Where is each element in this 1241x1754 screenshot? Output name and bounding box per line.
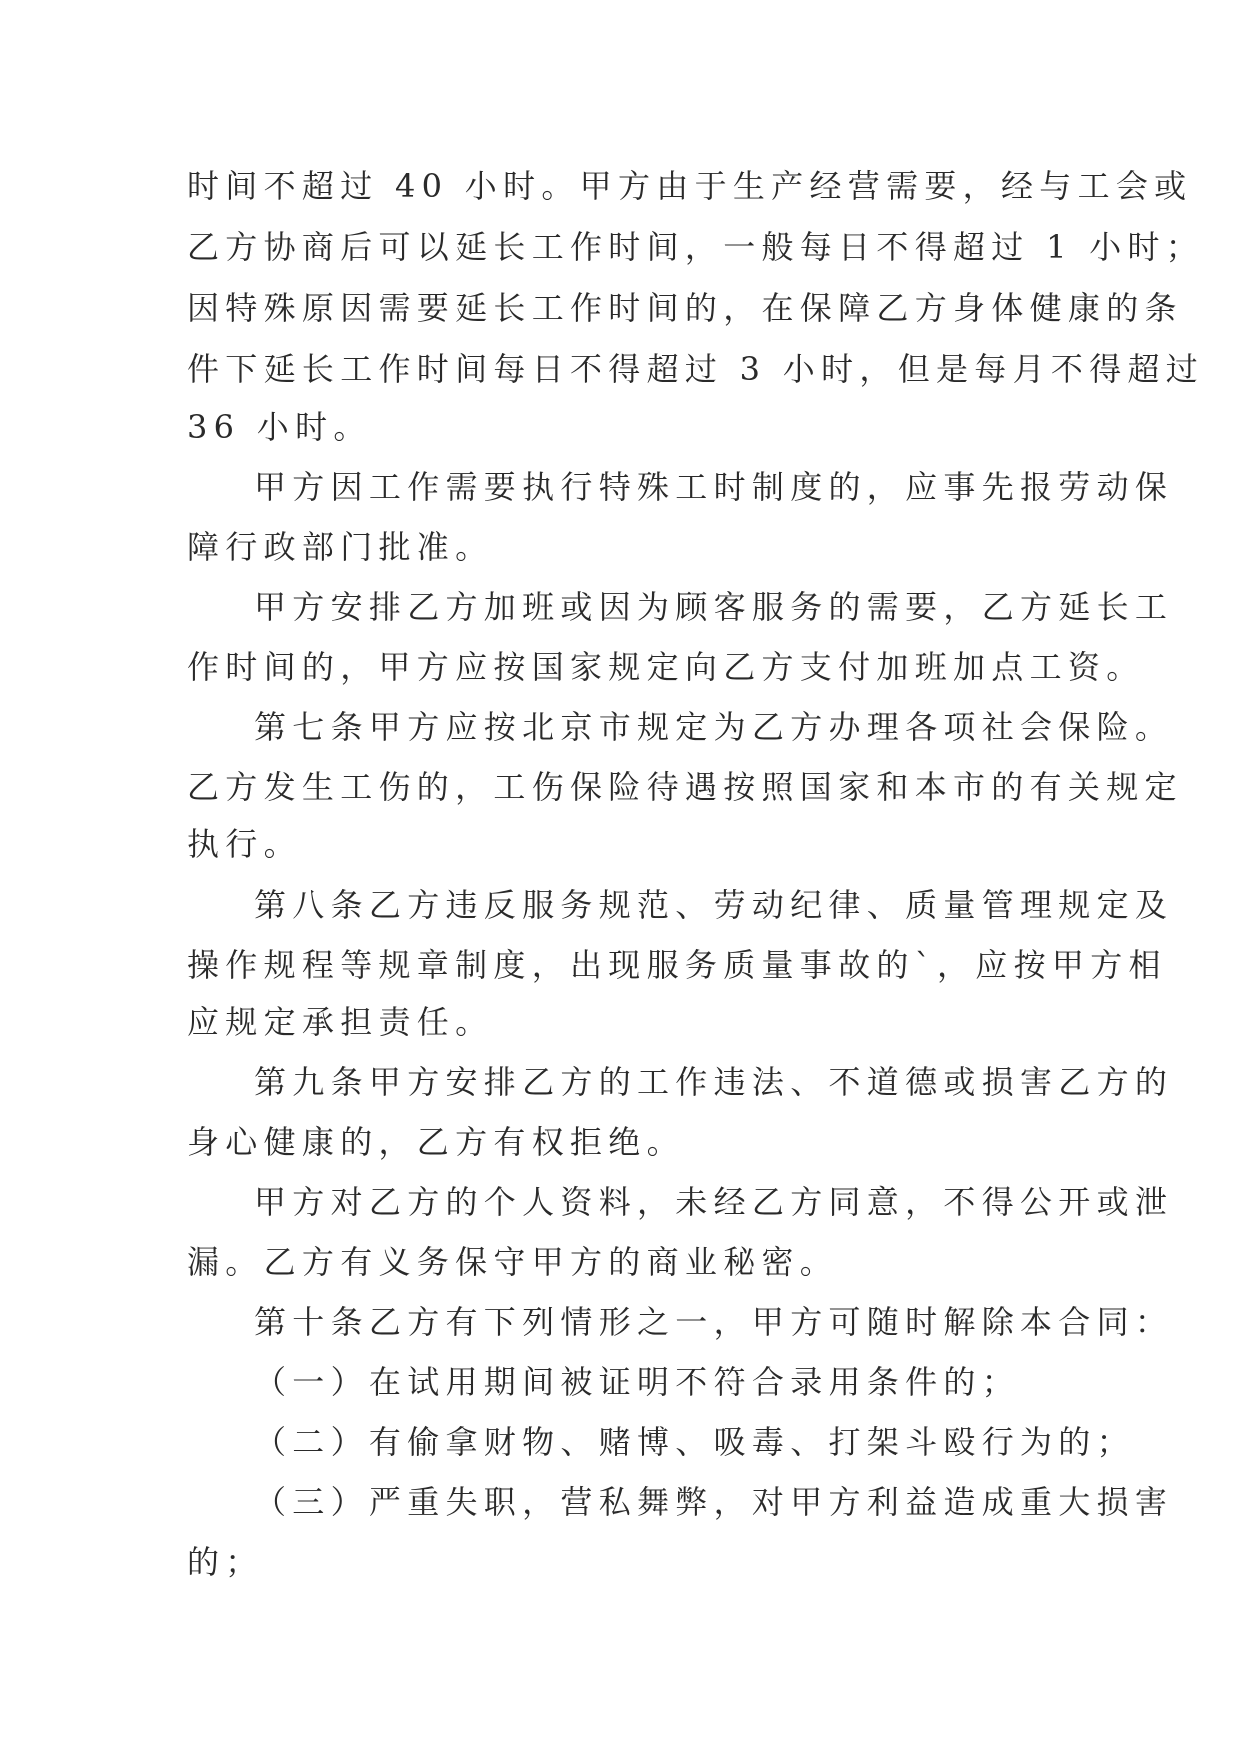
article-10-line: 第十条乙方有下列情形之一，甲方可随时解除本合同： xyxy=(254,1303,1174,1341)
list-item-3: （三）严重失职，营私舞弊，对甲方利益造成重大损害 xyxy=(254,1483,1174,1521)
list-item-1: （一）在试用期间被证明不符合录用条件的； xyxy=(254,1363,1021,1401)
paragraph-start-line: 甲方对乙方的个人资料，未经乙方同意，不得公开或泄 xyxy=(254,1183,1174,1221)
article-9-line: 第九条甲方安排乙方的工作违法、不道德或损害乙方的 xyxy=(254,1063,1174,1101)
paragraph-start-line: 甲方因工作需要执行特殊工时制度的，应事先报劳动保 xyxy=(254,468,1174,506)
paragraph-start-line: 甲方安排乙方加班或因为顾客服务的需要，乙方延长工 xyxy=(254,588,1174,626)
text-line: 36 小时。 xyxy=(187,408,372,446)
text-line: 时间不超过 40 小时。甲方由于生产经营需要，经与工会或 xyxy=(187,167,1193,205)
text-line: 操作规程等规章制度，出现服务质量事故的`，应按甲方相 xyxy=(187,946,1167,984)
text-line: 乙方协商后可以延长工作时间，一般每日不得超过 1 小时； xyxy=(187,228,1205,266)
text-line: 漏。乙方有义务保守甲方的商业秘密。 xyxy=(187,1243,839,1281)
article-7-line: 第七条甲方应按北京市规定为乙方办理各项社会保险。 xyxy=(254,708,1174,746)
text-line: 障行政部门批准。 xyxy=(187,528,494,566)
text-line: 身心健康的，乙方有权拒绝。 xyxy=(187,1123,685,1161)
text-line: 件下延长工作时间每日不得超过 3 小时，但是每月不得超过 xyxy=(187,350,1205,388)
text-line: 应规定承担责任。 xyxy=(187,1003,494,1041)
text-line: 因特殊原因需要延长工作时间的，在保障乙方身体健康的条 xyxy=(187,289,1183,327)
text-line: 的； xyxy=(187,1543,264,1581)
text-line: 乙方发生工伤的，工伤保险待遇按照国家和本市的有关规定 xyxy=(187,768,1183,806)
list-item-2: （二）有偷拿财物、赌博、吸毒、打架斗殴行为的； xyxy=(254,1423,1135,1461)
article-8-line: 第八条乙方违反服务规范、劳动纪律、质量管理规定及 xyxy=(254,886,1174,924)
text-line: 执行。 xyxy=(187,825,302,863)
text-line: 作时间的，甲方应按国家规定向乙方支付加班加点工资。 xyxy=(187,648,1145,686)
